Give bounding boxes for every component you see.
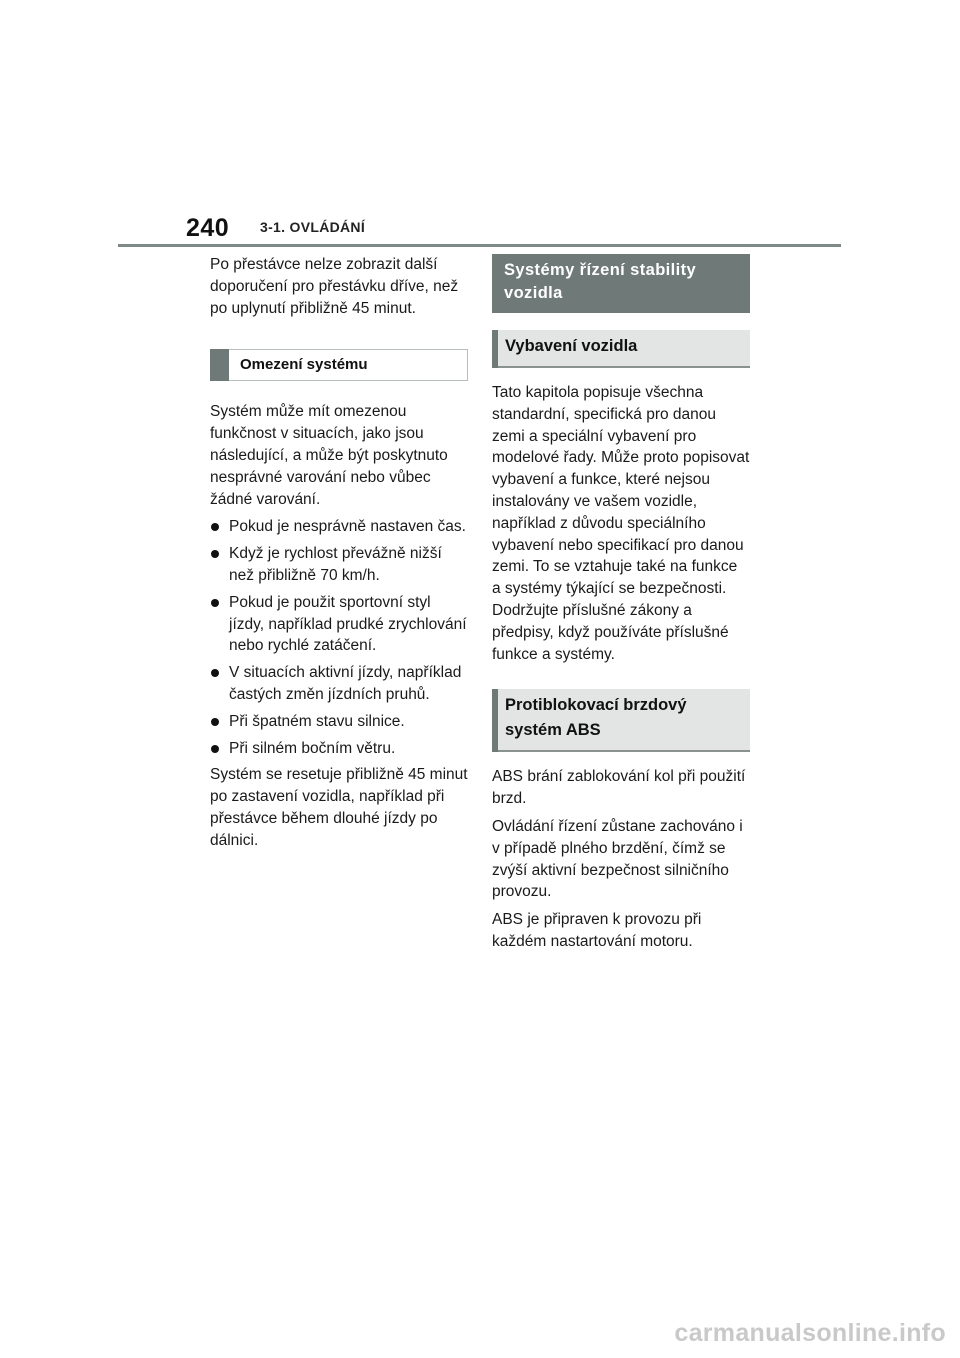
list-item: Když je rychlost převážně nižší než přibližně 70 km/h.: [210, 543, 468, 587]
bullet-icon: [211, 550, 219, 558]
abs-paragraph: Ovládání řízení zůstane zachováno i v případě plného brzdění, čímž se zvýší aktivní bezpečnost silničního provozu.: [492, 817, 743, 901]
break-note-paragraph: Po přestávce nelze zobrazit další doporučení pro přestávku dříve, než po uplynutí přibližně 45 minut.: [210, 256, 459, 317]
system-limits-heading-label: Omezení systému: [240, 356, 368, 374]
bullet-icon: [211, 599, 219, 607]
heading-marker: [492, 689, 498, 752]
heading-marker: [210, 349, 229, 381]
vehicle-equipment-heading-label: Vybavení vozidla: [505, 337, 638, 355]
bullet-icon: [211, 745, 219, 753]
header-divider: [118, 244, 841, 247]
page-number: 240: [186, 214, 230, 242]
abs-paragraph: ABS je připraven k provozu při každém nastartování motoru.: [492, 911, 702, 950]
system-limits-heading: [210, 349, 468, 381]
spacer: [492, 671, 750, 689]
bullet-icon: [211, 718, 219, 726]
heading-marker: [492, 330, 498, 368]
list-item: Pokud je použit sportovní styl jízdy, například prudké zrychlování nebo rychlé zatáčení.: [210, 592, 468, 657]
right-column: [492, 254, 750, 959]
abs-paragraph: ABS brání zablokování kol při použití brzd.: [492, 768, 746, 808]
vehicle-equipment-heading: [492, 330, 750, 368]
bullet-icon: [211, 523, 219, 531]
list-item: Při špatném stavu silnice.: [210, 711, 468, 733]
chapter-title: 3-1. OVLÁDÁNÍ: [260, 219, 366, 235]
reset-paragraph: Systém se resetuje přibližně 45 minut po zastavení vozidla, například při přestávce během dlouhé jízdy po dálnici.: [210, 766, 468, 849]
left-column: [210, 254, 468, 858]
system-limits-paragraph: Systém může mít omezenou funkčnost v situacích, jako jsou následující, a může být poskytnuto nesprávné varování nebo vůbec žádné varování.: [210, 403, 448, 508]
list-item: Pokud je nesprávně nastaven čas.: [210, 516, 468, 538]
stability-systems-section-title: Systémy řízení stability vozidla: [492, 254, 750, 313]
list-item: V situacích aktivní jízdy, například častých změn jízdních pruhů.: [210, 662, 468, 706]
vehicle-equipment-paragraph: Tato kapitola popisuje všechna standardní, specifická pro danou zemi a speciální vybavení pro modelové řady. Může proto popisovat vybavení a funkce, které nejsou instalovány ve vašem vozidle, například z důvodu speciálního vybavení nebo specifikací pro danou zemi. To se vztahuje také na funkce a systémy týkající se bezpečnosti. Dodržujte příslušné zákony a předpisy, když používáte příslušné funkce a systémy.: [492, 384, 750, 663]
abs-heading-label: Protiblokovací brzdový systém ABS: [505, 696, 687, 740]
site-watermark: carmanualsonline.info: [674, 1319, 946, 1347]
limits-bullet-list: [210, 516, 468, 759]
bullet-icon: [211, 669, 219, 677]
list-item: Při silném bočním větru.: [210, 738, 468, 760]
abs-heading: [492, 689, 750, 752]
